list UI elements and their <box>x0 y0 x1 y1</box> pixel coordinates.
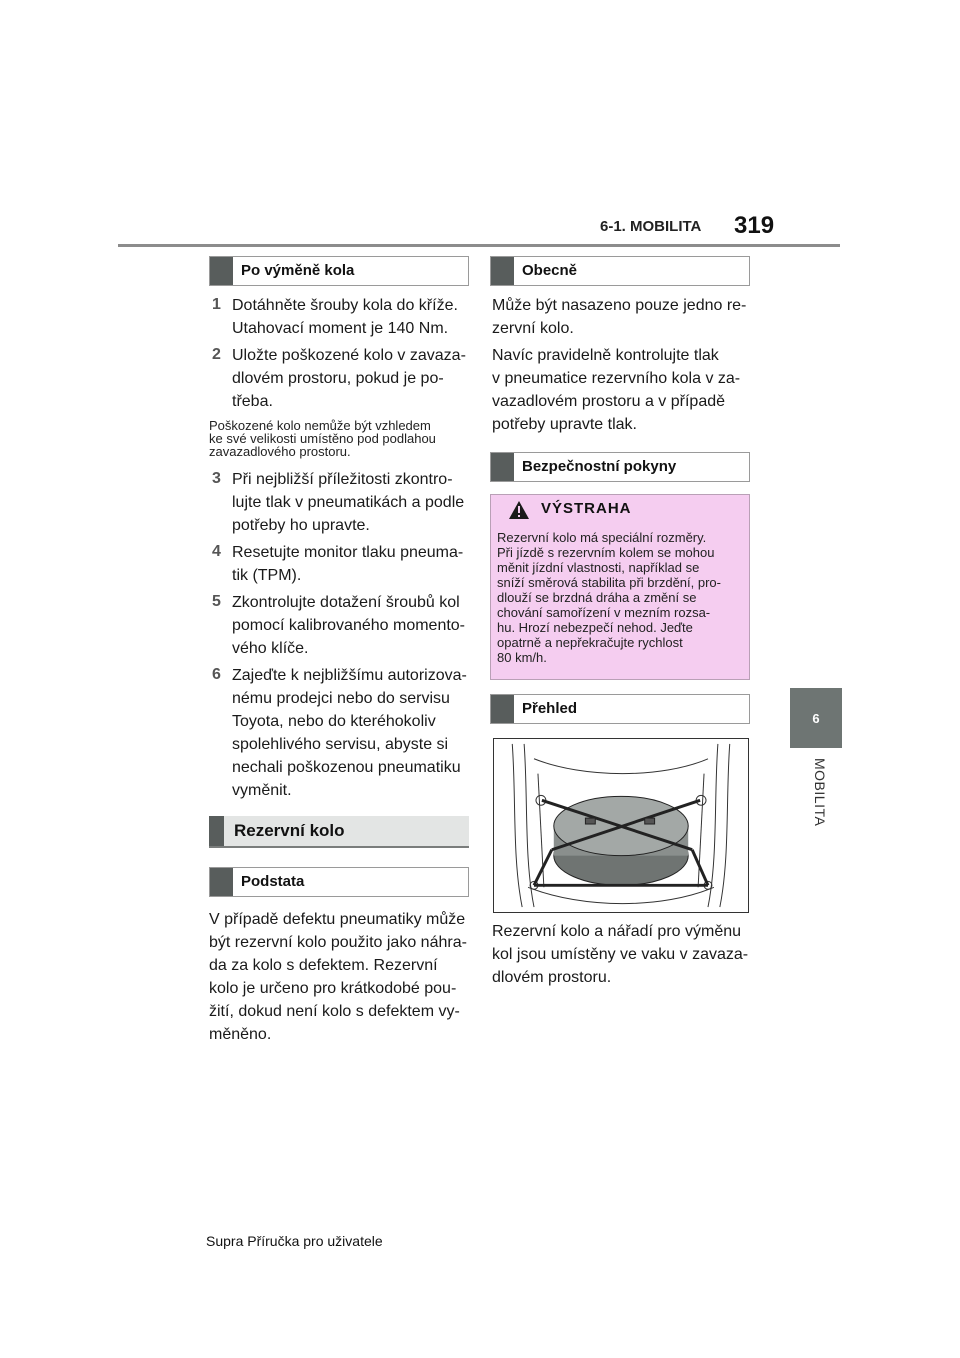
note-line: ke své velikosti umístěno pod podlahou <box>209 431 436 446</box>
chapter-label <box>800 758 830 868</box>
step-line: potřeby ho upravte. <box>232 517 370 534</box>
warning-line: Rezervní kolo má speciální rozměry. <box>497 530 707 545</box>
heading-general <box>490 256 750 286</box>
warning-line: měnit jízdní vlastnosti, například se <box>497 560 700 575</box>
step-line: Zajeďte k nejbližšímu autorizova- <box>232 667 467 684</box>
heading-bar <box>491 257 514 285</box>
note-line: zavazadlového prostoru. <box>209 444 351 459</box>
step-number: 5 <box>212 593 221 610</box>
warning-line: dlouží se brzdná dráha a změní se <box>497 590 697 605</box>
step-line: Při nejbližší příležitosti zkontro- <box>232 471 453 488</box>
caption-line: Rezervní kolo a nářadí pro výměnu <box>492 923 742 940</box>
heading-text: Obecně <box>522 262 578 279</box>
heading-essence <box>209 867 469 897</box>
warning-line: hu. Hrozí nebezpečí nehod. Jeďte <box>497 620 693 635</box>
chapter-label-text: MOBILITA <box>812 758 828 827</box>
warning-line: 80 km/h. <box>497 650 547 665</box>
heading-bar <box>209 816 224 846</box>
step-line: lujte tlak v pneumatikách a podle <box>232 494 465 511</box>
footer-text: Supra Příručka pro uživatele <box>206 1233 383 1249</box>
step-line: dlovém prostoru, pokud je po- <box>232 370 444 387</box>
warning-triangle-icon <box>508 500 530 520</box>
general-line: vazadlovém prostoru a v případě <box>492 393 726 410</box>
warning-line: sníží směrová stabilita při brzdění, pro- <box>497 575 721 590</box>
step-line: Toyota, nebo do kteréhokoliv <box>232 713 436 730</box>
step-line: vého klíče. <box>232 640 309 657</box>
step-number: 6 <box>212 666 221 683</box>
note-line: Poškozené kolo nemůže být vzhledem <box>209 418 431 433</box>
step-line: vyměnit. <box>232 782 292 799</box>
step-number: 2 <box>212 346 221 363</box>
warning-title: VÝSTRAHA <box>541 500 632 517</box>
essence-line: da za kolo s defektem. Rezervní <box>209 957 438 974</box>
step-line: spolehlivého servisu, abyste si <box>232 736 449 753</box>
step-number: 4 <box>212 543 221 560</box>
step-line: Resetujte monitor tlaku pneuma- <box>232 544 464 561</box>
step-line: Uložte poškozené kolo v zavaza- <box>232 347 466 364</box>
heading-text: Přehled <box>522 700 578 717</box>
warning-line: Při jízdě s rezervním kolem se mohou <box>497 545 715 560</box>
general-line: potřeby upravte tlak. <box>492 416 637 433</box>
step-line: Utahovací moment je 140 Nm. <box>232 320 449 337</box>
heading-text: Rezervní kolo <box>234 821 345 840</box>
step-line: třeba. <box>232 393 273 410</box>
chapter-tab: 6 <box>790 688 842 748</box>
warning-text <box>497 530 747 665</box>
warning-line: opatrně a nepřekračujte rychlost <box>497 635 683 650</box>
general-line: Může být nasazeno pouze jedno re- <box>492 297 747 314</box>
essence-line: žití, dokud není kolo s defektem vy- <box>209 1003 460 1020</box>
heading-safety <box>490 452 750 482</box>
step-number: 3 <box>212 470 221 487</box>
heading-bar <box>210 257 233 285</box>
caption-line: kol jsou umístěny ve vaku v zavaza- <box>492 946 749 963</box>
general-line: v pneumatice rezervního kola v za- <box>492 370 741 387</box>
heading-after-wheel-change <box>209 256 469 286</box>
heading-bar <box>210 868 233 896</box>
essence-line: V případě defektu pneumatiky může <box>209 911 466 928</box>
step-line: tik (TPM). <box>232 567 302 584</box>
heading-text: Podstata <box>241 873 305 890</box>
step-line: nému prodejci nebo do servisu <box>232 690 450 707</box>
essence-line: měněno. <box>209 1026 272 1043</box>
header-rule <box>118 244 840 247</box>
general-line: zervní kolo. <box>492 320 574 337</box>
page-number: 319 <box>734 212 775 239</box>
step-number: 1 <box>212 296 221 313</box>
spare-wheel-illustration <box>493 738 749 913</box>
heading-text: Po výměně kola <box>241 262 355 279</box>
step-line: nechali poškozenou pneumatiku <box>232 759 461 776</box>
essence-line: být rezervní kolo použito jako náhra- <box>209 934 467 951</box>
step-line: Dotáhněte šrouby kola do kříže. <box>232 297 458 314</box>
essence-line: kolo je určeno pro krátkodobé pou- <box>209 980 457 997</box>
step-line: pomocí kalibrovaného momento- <box>232 617 466 634</box>
heading-spare-wheel <box>209 816 469 848</box>
heading-text: Bezpečnostní pokyny <box>522 458 677 475</box>
heading-overview <box>490 694 750 724</box>
heading-bar <box>491 695 514 723</box>
step-line: Zkontrolujte dotažení šroubů kol <box>232 594 460 611</box>
section-title: 6-1. MOBILITA <box>600 218 702 235</box>
warning-line: chování samořízení v mezním rozsa- <box>497 605 711 620</box>
general-line: Navíc pravidelně kontrolujte tlak <box>492 347 719 364</box>
heading-bar <box>491 453 514 481</box>
caption-line: dlovém prostoru. <box>492 969 612 986</box>
